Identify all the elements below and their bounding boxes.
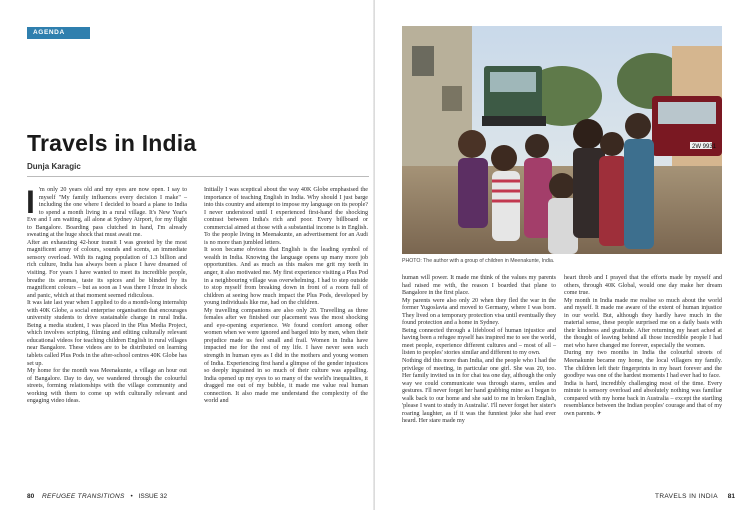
folio-separator: • (130, 493, 133, 500)
paragraph: India is hard, incredibly challenging most of the time. Every minute is sensory overload and absolutely nothing was familiar compared with my home back in Australia – except the startling resemblance between the Indian peoples' courage and that of my own parents. ✈ (564, 380, 722, 417)
paragraph: It was late last year when I applied to do a month-long internship with 40K Globe, a social enterprise organisation that encourages university students to drive sustainable change in rural India. Being a media student, I was placed in the Plus Media Project, which involves scripting, filming and editing culturally relevant educational videos for teaching children English in rural villages near Bangalore. These videos are to be distributed on learning tablets called Plus Pods in the after-school centres 40K Globe has set up. (27, 300, 187, 367)
drop-cap: I (26, 184, 35, 220)
paragraph: During my two months in India the colourful streets of Meenakunte became my home, the local villagers my family. The children left their fingerprints in my heart forever and the goodbye was one of the hardest moments I had ever had to face. (564, 350, 722, 380)
right-folio (655, 493, 735, 500)
right-page (375, 0, 749, 510)
paragraph: My parents were also only 20 when they fled the war in the former Yugoslavia and moved to Germany, where I was born. They lived on a temporary protection visa until eventually they found protection and a home in Sydney. (402, 297, 556, 327)
text-column-1 (26, 184, 187, 469)
left-folio (27, 493, 167, 500)
paragraph: Being connected through a lifeblood of human injustice and having been a refugee myself has inspired me to see the world, meet people, experience different cultures and – most of all – listen to peoples' stories similar and different to my own. (402, 327, 556, 357)
paragraph: It soon became obvious that English is the leading symbol of wealth in India. Knowing the language opens up many more job opportunities. And as much as this makes me grit my teeth in anger, it also motivated me. My first experience visiting a Plus Pod in a neighbouring village was overwhelming. I had to step outside to stop myself from breaking down in front of a room full of children at seeing how much impact the Plus Pods, developed by young individuals like me, had on the children. (204, 247, 368, 307)
article-title: Travels in India (27, 130, 197, 156)
section-name: TRAVELS IN INDIA (654, 493, 718, 500)
title-rule (27, 176, 369, 177)
text-column-3 (402, 275, 556, 469)
text-column-4 (564, 275, 722, 469)
photo-caption: PHOTO: The author with a group of children in Meenakunte, India. (402, 258, 555, 264)
photo-illustration (402, 26, 722, 254)
paragraph: human will power. It made me think of the values my parents had raised me with, the reason I boarded that plane to Bangalore in the first place. (402, 275, 556, 297)
photo-plate-text: 2W 9931 (692, 144, 717, 150)
text-column-2 (204, 187, 368, 469)
issue-number: ISSUE 32 (138, 493, 168, 500)
paragraph: heart throb and I prayed that the efforts made by myself and others, through 40K Global, would one day make her dream come true. (564, 275, 722, 297)
publication-name: REFUGEE TRANSITIONS (42, 493, 125, 500)
paragraph: Initially I was sceptical about the way 40K Globe emphasised the importance of teaching English in India. Why should I just barge into this country and attempt to impose my language on its people? I never understood until I experienced first-hand the shocking contrast between India's rich and poor. Every billboard or commercial aimed at those with a substantial income is in English. To the people living in Meenakunte, an advertisement for an Audi is no more than jumbled letters. (204, 187, 368, 246)
section-tag: AGENDA (27, 27, 90, 39)
paragraph: After an exhausting 42-hour transit I was greeted by the most magnificent array of colours, sounds and scents, an immediate sensory overload. With its raging population of 1.3 billion and rich culture, India has always been a place I have dreamed of visiting. For years I have wanted to meet its incredible people, breathe its aromas, taste its spices and be blinded by its magnificent colours – but as soon as I was there I froze in shock and panic, which at that moment seemed ridiculous. (27, 239, 187, 299)
paragraph: My home for the month was Meenakunte, a village an hour out of Bangalore. Day to day, we wandered through the colourful streets, forming relationships with the village community and working with them to come up with culturally relevant and engaging video ideas. (27, 368, 187, 405)
paragraph: Nothing did this more than India, and the people who I had the privilege of meeting, in particular one girl. She was 20, too. Her family invited us in for chai tea one day, although the only way we could communicate was through stares, smiles and gestures. I'll never forget her hand grabbing mine as I began to walk back to our home and she said to me in broken English, 'please I want to study in Australia'. I'll never forget her sister's roaring laughter, as if it was the funniest joke she had ever heard. Her stare made my (402, 358, 556, 425)
article-photo (402, 26, 722, 254)
paragraph: My month in India made me realise so much about the world and myself. It made me aware of the extent of human injustice in our world. But, although they hardly have much in the material sense, these people surprised me on a daily basis with their kindness and gratitude. After returning my heart ached at the thought of leaving behind all those incredible people I had met who have changed me forever, especially the women. (564, 297, 722, 349)
article-author: Dunja Karagic (27, 162, 81, 171)
page-number: 80 (27, 493, 35, 500)
paragraph: My travelling companions are also only 20. Travelling as three females after we finished our placement was the most shocking and eye-opening experience. We found comfort among other women when we were ignored and barged into by men, when their prejudice made us feel small and frail. Women in India have impacted me for the rest of my life. I have never seen such strength in human eyes as I did in the mothers and young women of India. Experiencing first hand a glimpse of the gender injustices so deeply ingrained in so much of their culture was appalling. India opened up my eyes to so many of the world's inequalities, it dragged me out of my bubble, it made me value real human connection. It also made me understand the complexity of the world and (204, 307, 368, 405)
paragraph: 'm only 20 years old and my eyes are now open. I say to myself "My family influences every decision I make" – including the one where I decided to board a plane to India to spend a month living in a rural village. It's New Year's Eve and I am waiting, all alone at Sydney Airport, for my flight to Bangalore. Boarding pass clutched in hand, I'm already sweating at the huge shock that must await me. (27, 187, 187, 239)
page-number: 81 (727, 493, 735, 500)
